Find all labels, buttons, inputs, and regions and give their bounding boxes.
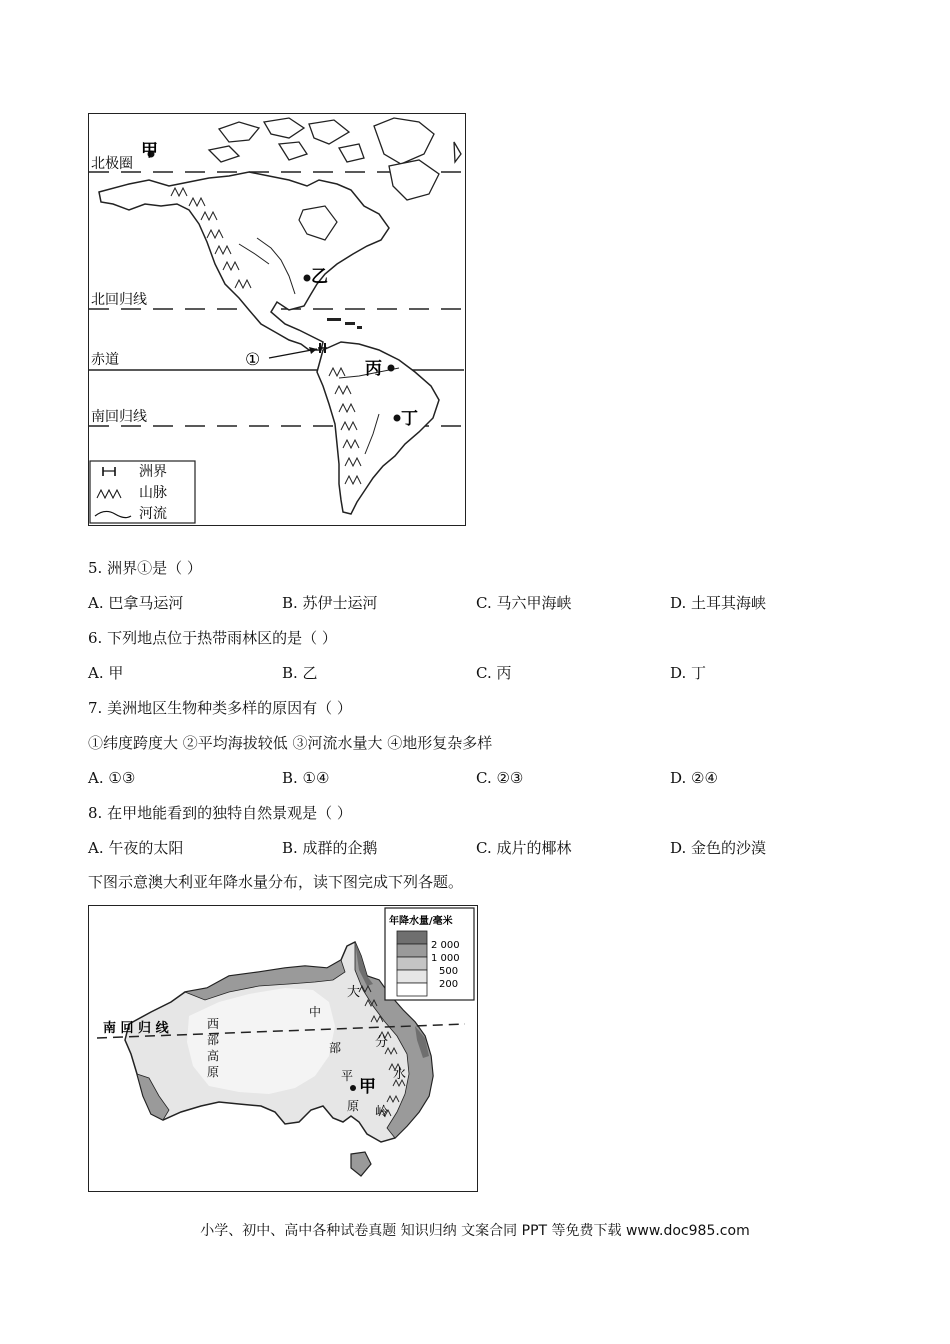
legend-mountain-label: 山脉 [139,485,167,501]
q5-option-a: A. 巴拿马运河 [88,594,184,612]
map1-legend [90,461,195,523]
q5-option-b: B. 苏伊士运河 [282,594,378,612]
q8-option-c: C. 成片的椰林 [476,839,572,857]
label-great-dividing-4: 岭 [375,1105,389,1120]
label-great-dividing-1: 大 [347,985,361,1000]
legend-swatch-2000plus [397,931,427,944]
legend-swatch-1000-2000 [397,944,427,957]
au-point-jia-dot [350,1085,356,1091]
question-7-stem: 7. 美洲地区生物种类多样的原因有（ ） [88,699,352,717]
point-ding-dot [394,415,401,422]
question-5-stem: 5. 洲界①是（ ） [88,559,202,577]
q8-option-d: D. 金色的沙漠 [670,839,767,857]
label-point-jia: 甲 [141,141,158,161]
label-western-plateau-1: 西 [207,1017,220,1031]
q5-option-d: D. 土耳其海峡 [670,594,767,612]
legend-value-500: 500 [439,966,459,977]
greenland-outline [389,160,439,200]
label-point-bing: 丙 [365,359,382,379]
label-great-dividing-2: 分 [375,1035,389,1050]
q6-option-c: C. 丙 [476,664,512,682]
tasmania [351,1152,371,1176]
legend-swatch-below-200 [397,983,427,996]
caribbean-islands [327,318,362,329]
question-8-stem: 8. 在甲地能看到的独特自然景观是（ ） [88,804,352,822]
label-central-plain-1: 中 [309,1005,322,1019]
q6-option-a: A. 甲 [88,664,124,682]
point-yi-dot [304,275,311,282]
label-western-plateau-2: 部 [207,1033,220,1047]
label-point-yi: 乙 [311,267,328,287]
au-label-point-jia: 甲 [359,1077,376,1097]
americas-map [88,113,466,526]
legend-boundary-label: 洲界 [139,464,167,480]
q8-option-a: A. 午夜的太阳 [88,839,184,857]
q7-option-d: D. ②④ [670,769,718,787]
label-marker-1: ① [245,350,261,370]
australia-intro: 下图示意澳大利亚年降水量分布，读下图完成下列各题。 [88,873,464,891]
label-central-plain-2: 部 [329,1041,342,1055]
label-point-ding: 丁 [401,409,418,429]
marker-1-pointer [269,349,317,358]
page-footer: 小学、初中、高中各种试卷真题 知识归纳 文案合同 PPT 等免费下载 www.doc985.com [200,1223,750,1239]
americas-map-svg [89,114,464,524]
q7-option-c: C. ②③ [476,769,524,787]
q6-option-d: D. 丁 [670,664,707,682]
australia-rainfall-map [88,905,478,1192]
label-arctic-circle: 北极圈 [91,156,133,172]
q7-option-b: B. ①④ [282,769,330,787]
label-central-plain-4: 原 [347,1099,360,1113]
label-central-plain-3: 平 [341,1069,354,1083]
question-7-statements: ①纬度跨度大 ②平均海拔较低 ③河流水量大 ④地形复杂多样 [88,734,493,752]
label-western-plateau-4: 原 [207,1065,220,1079]
label-tropic-au: 南 回 归 线 [103,1021,169,1036]
q5-option-c: C. 马六甲海峡 [476,594,572,612]
rainfall-legend [385,908,474,1000]
label-equator: 赤道 [91,352,119,368]
label-tropic-cancer: 北回归线 [91,292,147,308]
legend-title: 年降水量/毫米 [389,916,453,927]
legend-swatch-500-1000 [397,957,427,970]
legend-swatch-200-500 [397,970,427,983]
q8-option-b: B. 成群的企鹅 [282,839,378,857]
australia-map-svg [89,906,476,1190]
q7-option-a: A. ①③ [88,769,136,787]
q6-option-b: B. 乙 [282,664,318,682]
point-bing-dot [388,365,395,372]
label-great-dividing-3: 水 [393,1067,407,1082]
arctic-islands [209,118,461,164]
legend-value-2000: 2 000 [431,940,460,951]
legend-value-1000: 1 000 [431,953,460,964]
label-tropic-capricorn: 南回归线 [91,409,147,425]
legend-value-200: 200 [439,979,459,990]
legend-river-label: 河流 [139,506,167,522]
label-western-plateau-3: 高 [207,1049,220,1063]
question-6-stem: 6. 下列地点位于热带雨林区的是（ ） [88,629,337,647]
